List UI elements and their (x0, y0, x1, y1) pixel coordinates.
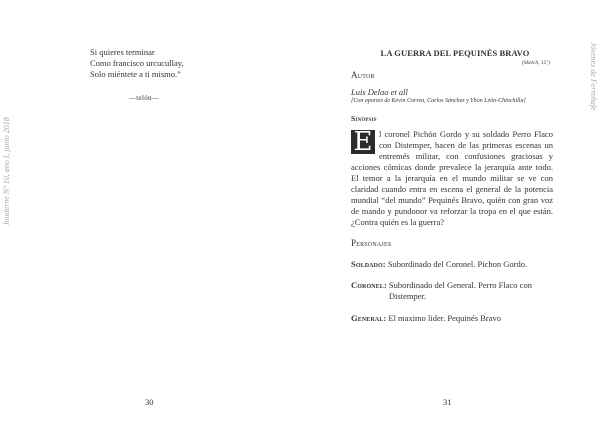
drop-cap: E (351, 130, 375, 154)
character-entry (351, 313, 501, 324)
character-entry (351, 280, 539, 302)
poem-line: Como francisco urcucullay, (90, 58, 184, 68)
author-label: Autor (351, 70, 375, 80)
poem-line: Si quieres terminar (90, 47, 155, 57)
curtain-mark: —telón— (129, 94, 160, 102)
poem-line: Solo miéntete a ti mismo.” (90, 69, 181, 79)
right-running-header: Jóvenes de Ferreñafe (589, 42, 598, 111)
page-number-right: 31 (443, 397, 452, 407)
author-contributions: [Con aportes de Kevin Correa, Carlos Sánchez y Yhon León-Chinchilla] (351, 98, 526, 104)
character-name: General: (351, 313, 387, 323)
synopsis-text: l coronel Pichón Gordo y su soldado Perro Flaco con Distemper, hacen de las primeras escenas un entremés militar, con confusiones graciosas y acciones cómicas donde prevalece la jerarquía ante todo. El temor a la jerarquía en el mundo militar se ve con claridad cuando entra en escena el general de la potencia mundial “del mundo” Pequinés Bravo, quién con gran voz de mando y pundonor va reforzar la tropa en el que están. ¿Contra quién es la guerra? (351, 129, 553, 227)
right-page (300, 0, 600, 425)
page-number-left: 30 (145, 397, 154, 407)
character-name: Soldado: (351, 259, 386, 269)
left-running-header: Inuderne Nº 10, ano I, junio 2018 (2, 117, 11, 225)
synopsis-label: Sinópsis (351, 114, 377, 123)
synopsis-paragraph (351, 129, 553, 228)
character-name: Coronel: (351, 280, 387, 290)
character-description: Subordinado del Coronel. Pichon Gordo. (387, 259, 528, 269)
play-title: LA GUERRA DEL PEQUINÉS BRAVO (380, 48, 530, 58)
play-subtitle: (Sketch, 15’) (521, 60, 550, 66)
character-description: Subordinado del General. Perro Flaco con Distemper. (388, 280, 532, 301)
author-name: Luis Delao et all (351, 87, 408, 97)
character-description: El maximo lider. Pequinés Bravo (388, 313, 501, 323)
characters-label: Personajes (351, 238, 392, 248)
character-entry (351, 259, 527, 270)
poem-fragment (90, 47, 184, 80)
